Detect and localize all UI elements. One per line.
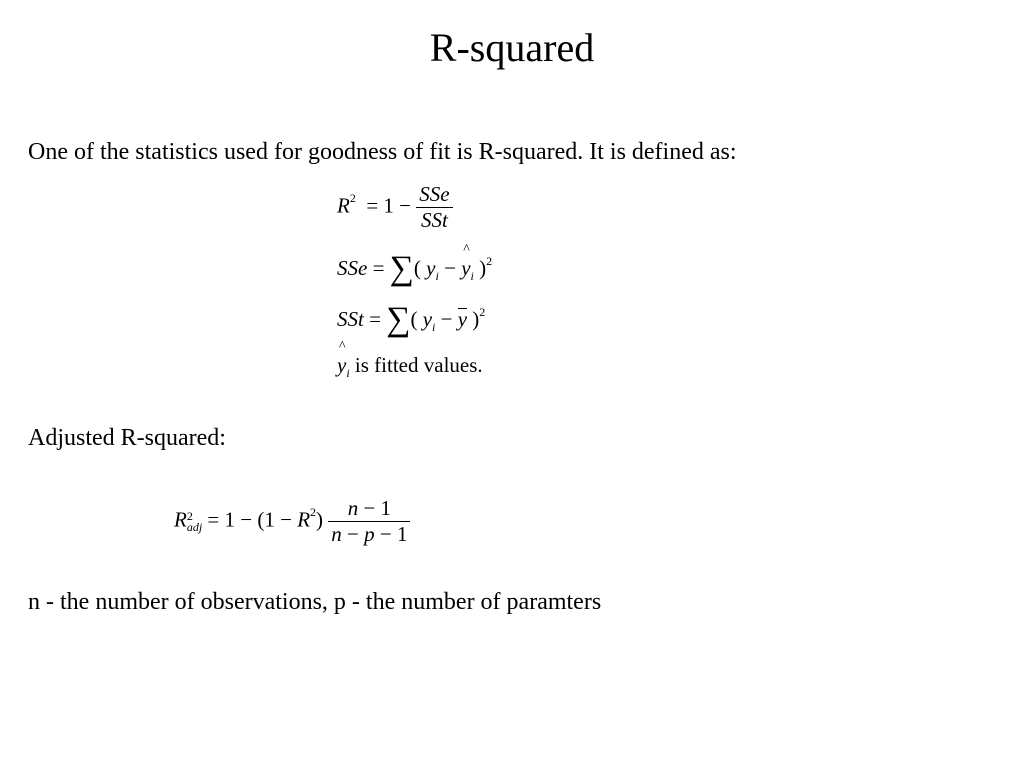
- sst-formula: SSt = ∑( $y_i - y$ )$^2$: [337, 301, 486, 338]
- fitted-values-note: ^ $y_i$ is fitted values.: [337, 353, 483, 378]
- r-squared-formula: $R^2 = 1$ − $\frac{\text{SSe}}{\text{SSt}}$: [337, 182, 453, 233]
- footnote-text: n - the number of observations, p - the number of paramters: [28, 589, 602, 615]
- adjusted-r-squared-formula: R 2 adj = $1 - (1 - R^2)$ $\frac{n - 1}{n - p - 1}$: [174, 496, 410, 547]
- adjusted-heading: Adjusted R-squared:: [28, 425, 226, 451]
- slide-title: R-squared: [429, 25, 595, 70]
- sse-formula: SSe = ∑( $y_i$ − ^ $y_i$ )$^2$: [337, 255, 492, 281]
- fitted-values-text: is fitted values.: [354, 353, 483, 377]
- intro-text: One of the statistics used for goodness of fit is R-squared. It is defined as:: [28, 139, 737, 165]
